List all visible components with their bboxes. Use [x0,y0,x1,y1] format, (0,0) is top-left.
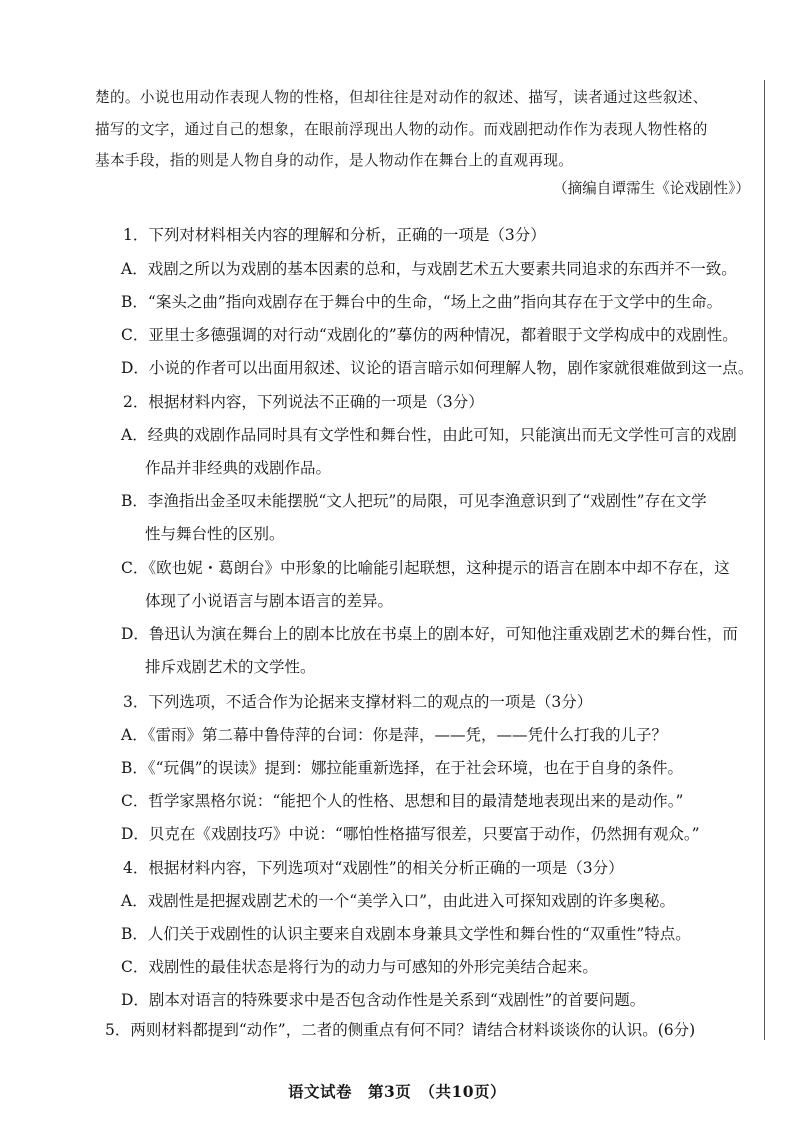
option-a: A．经典的戏剧作品同时具有文学性和舞台性，由此可知，只能演出而无文学性可言的戏剧 [121,426,737,444]
option-a-cont: 作品并非经典的戏剧作品。 [145,459,332,477]
option-c: C．亚里士多德强调的对行动“戏剧化的”摹仿的两种情况，都着眼于文学构成中的戏剧性。 [121,326,738,344]
option-d-cont: 排斥戏剧艺术的文学性。 [145,658,316,676]
option-c: C．戏剧性的最佳状态是将行为的动力与可感知的外形完美结合起来。 [121,958,598,976]
option-b: B．李渔指出金圣叹未能摆脱“文人把玩”的局限，可见李渔意识到了“戏剧性”存在文学 [121,492,707,510]
option-c: C．《欧也妮・葛朗台》中形象的比喻能引起联想，这种提示的语言在剧本中却不存在，这 [121,559,730,577]
option-b-cont: 性与舞台性的区别。 [145,525,285,543]
option-d: D．鲁迅认为演在舞台上的剧本比放在书桌上的剧本好，可知他注重戏剧艺术的舞台性，而 [121,625,738,643]
passage-line: 描写的文字，通过自己的想象，在眼前浮现出人物的动作。而戏剧把动作作为表现人物性格的 [95,121,708,138]
question-stem: 3．下列选项，不适合作为论据来支撑材料二的观点的一项是（3分） [123,693,593,711]
option-a: A．戏剧性是把握戏剧艺术的一个“美学入口”，由此进入可探知戏剧的许多奥秘。 [121,892,676,910]
option-a: A．戏剧之所以为戏剧的基本因素的总和，与戏剧艺术五大要素共同追求的东西并不一致。 [121,260,737,278]
option-c-cont: 体现了小说语言与剧本语言的差异。 [145,592,394,610]
margin-line [764,80,765,1040]
option-d: D．贝克在《戏剧技巧》中说：“哪怕性格描写很差，只要富于动作，仍然拥有观众。” [121,825,700,843]
passage-line: 基本手段，指的则是人物自身的动作，是人物动作在舞台上的直观再现。 [95,152,574,169]
option-c: C．哲学家黑格尔说：“能把个人的性格、思想和目的最清楚地表现出来的是动作。” [121,792,684,810]
option-a: A．《雷雨》第二幕中鲁侍萍的台词：你是萍，——凭，——凭什么打我的儿子？ [121,726,667,744]
page-footer: 语文试卷 第3页 （共10页） [287,1082,507,1101]
option-d: D．剧本对语言的特殊要求中是否包含动作性是关系到“戏剧性”的首要问题。 [121,991,646,1009]
question-stem: 5．两则材料都提到“动作”，二者的侧重点有何不同？请结合材料谈谈你的认识。(6分) [105,1021,696,1039]
option-b: B．《“玩偶”的误读》提到：娜拉能重新选择，在于社会环境，也在于自身的条件。 [121,759,683,777]
question-stem: 4．根据材料内容，下列选项对“戏剧性”的相关分析正确的一项是（3分） [123,859,624,877]
option-d: D．小说的作者可以出面用叙述、议论的语言暗示如何理解人物，剧作家就很难做到这一点。 [121,359,754,377]
option-b: B．人们关于戏剧性的认识主要来自戏剧本身兼具文学性和舞台性的“双重性”特点。 [121,925,691,943]
passage-source: （摘编自谭霈生《论戏剧性》） [552,180,750,197]
question-stem: 1．下列对材料相关内容的理解和分析，正确的一项是（3分） [123,226,546,244]
option-b: B．“案头之曲”指向戏剧存在于舞台中的生命，“场上之曲”指向其存在于文学中的生命。 [121,293,723,311]
question-stem: 2．根据材料内容，下列说法不正确的一项是（3分） [123,393,484,411]
passage-line: 楚的。小说也用动作表现人物的性格，但却往往是对动作的叙述、描写，读者通过这些叙述、 [95,89,708,106]
